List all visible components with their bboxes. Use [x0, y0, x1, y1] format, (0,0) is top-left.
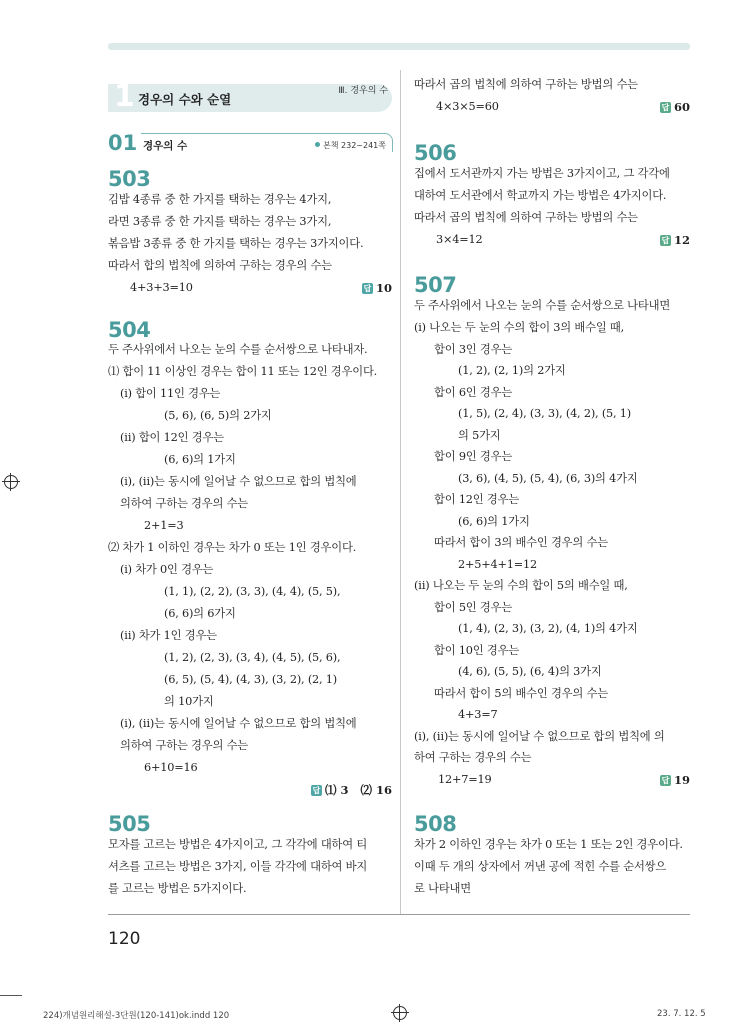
- column-divider: [400, 70, 401, 915]
- solution-line: 4+3=7: [458, 708, 498, 721]
- answer: [660, 232, 690, 248]
- solution-line: (ⅰ), (ⅱ)는 동시에 일어날 수 없으므로 합의 법칙에: [120, 717, 357, 730]
- solution-line: 12+7=19: [438, 773, 492, 786]
- solution-line: 볶음밥 3종류 중 한 가지를 택하는 경우는 3가지이다.: [108, 237, 364, 250]
- footer-date: 23. 7. 12. 5: [657, 1009, 706, 1019]
- solution-line: 합이 12인 경우는: [434, 493, 520, 506]
- solution-line: 2+5+4+1=12: [458, 558, 537, 571]
- solution-line: ⑴ 합이 11 이상인 경우는 합이 11 또는 12인 경우이다.: [108, 365, 378, 378]
- chapter-number: 1: [114, 79, 135, 114]
- problem-number: 508: [414, 812, 457, 836]
- solution-line: (6, 5), (5, 4), (4, 3), (3, 2), (2, 1): [164, 673, 337, 686]
- solution-line: (ⅰ) 합이 11인 경우는: [120, 387, 221, 400]
- solution-line: 6+10=16: [144, 761, 198, 774]
- footer-file-info: 224)개념원리해설-3단원(120-141)ok.indd 120: [43, 1011, 230, 1021]
- solution-line: (4, 6), (5, 5), (6, 4)의 3가지: [458, 665, 602, 678]
- answer: [362, 280, 392, 296]
- solution-line: (1, 2), (2, 3), (3, 4), (4, 5), (5, 6),: [164, 651, 341, 664]
- solution-line: (ⅱ) 차가 1인 경우는: [120, 629, 217, 642]
- solution-line: 모자를 고르는 방법은 4가지이고, 그 각각에 대하여 티: [108, 838, 368, 851]
- solution-line: 따라서 합이 3의 배수인 경우의 수는: [434, 536, 608, 549]
- answer-value: ⑴ 3 ⑵ 16: [324, 783, 392, 797]
- solution-line: 3×4=12: [436, 233, 483, 246]
- solution-line: 라면 3종류 중 한 가지를 택하는 경우는 3가지,: [108, 215, 332, 228]
- solution-line: (ⅰ), (ⅱ)는 동시에 일어날 수 없으므로 합의 법칙에: [120, 475, 357, 488]
- solution-line: 집에서 도서관까지 가는 방법은 3가지이고, 그 각각에: [414, 167, 670, 180]
- unit-label: Ⅲ. 경우의 수: [338, 86, 388, 96]
- solution-line: 의하여 구하는 경우의 수는: [120, 739, 249, 752]
- solution-line: (1, 4), (2, 3), (3, 2), (4, 1)의 4가지: [458, 622, 638, 635]
- solution-line: 두 주사위에서 나오는 눈의 수를 순서쌍으로 나타내자.: [108, 343, 368, 356]
- solution-line: 하여 구하는 경우의 수는: [414, 751, 532, 764]
- answer-mark-icon: 답: [661, 236, 670, 245]
- answer-mark-icon: 답: [661, 776, 670, 785]
- answer-mark-icon: 답: [661, 103, 670, 112]
- answer-value: 12: [673, 233, 690, 247]
- problem-number: 506: [414, 141, 457, 165]
- problem-number: 507: [414, 273, 457, 297]
- solution-line: 합이 9인 경우는: [434, 450, 513, 463]
- solution-line: (3, 6), (4, 5), (5, 4), (6, 3)의 4가지: [458, 472, 638, 485]
- solution-line: (6, 6)의 6가지: [164, 607, 236, 620]
- solution-line: 이때 두 개의 상자에서 꺼낸 공에 적힌 수를 순서쌍으: [414, 860, 667, 873]
- solution-line: 따라서 곱의 법칙에 의하여 구하는 방법의 수는: [414, 211, 638, 224]
- solution-line: 차가 2 이하인 경우는 차가 0 또는 1 또는 2인 경우이다.: [414, 838, 683, 851]
- solution-line: 를 고르는 방법은 5가지이다.: [108, 882, 247, 895]
- chapter-title: 경우의 수와 순열: [138, 92, 232, 107]
- solution-line: 따라서 합의 법칙에 의하여 구하는 경우의 수는: [108, 259, 332, 272]
- problem-number: 504: [108, 318, 151, 342]
- answer-value: 10: [375, 281, 392, 295]
- solution-line: 의 10가지: [164, 695, 214, 708]
- solution-line: (ⅱ) 나오는 두 눈의 수의 합이 5의 배수일 때,: [414, 579, 628, 592]
- solution-line: (6, 6)의 1가지: [164, 453, 236, 466]
- bottom-rule: [108, 914, 690, 915]
- registration-mark-icon: [393, 1006, 407, 1020]
- solution-line: ⑵ 차가 1 이하인 경우는 차가 0 또는 1인 경우이다.: [108, 541, 357, 554]
- solution-line: (ⅰ) 차가 0인 경우는: [120, 563, 214, 576]
- answer: [660, 772, 690, 788]
- section-header: [108, 133, 392, 157]
- solution-line: 합이 10인 경우는: [434, 644, 520, 657]
- section-title: 경우의 수: [143, 140, 188, 152]
- solution-line: 셔츠를 고르는 방법은 3가지, 이들 각각에 대하여 바지: [108, 860, 368, 873]
- solution-line: 합이 3인 경우는: [434, 343, 513, 356]
- registration-mark-icon: [4, 475, 18, 489]
- problem-number: 503: [108, 167, 151, 191]
- page-number: 120: [108, 929, 141, 949]
- problem-number: 505: [108, 812, 151, 836]
- solution-line: (ⅰ), (ⅱ)는 동시에 일어날 수 없으므로 합의 법칙에 의: [414, 730, 665, 743]
- crop-mark: [0, 995, 22, 996]
- solution-line: 4×3×5=60: [436, 100, 499, 113]
- solution-line: 의하여 구하는 경우의 수는: [120, 497, 249, 510]
- solution-line: 김밥 4종류 중 한 가지를 택하는 경우는 4가지,: [108, 193, 332, 206]
- solution-line: 합이 6인 경우는: [434, 386, 513, 399]
- answer-value: 60: [673, 100, 690, 114]
- answer-mark-icon: 답: [312, 786, 321, 795]
- answer-value: 19: [673, 773, 690, 787]
- solution-line: 따라서 합이 5의 배수인 경우의 수는: [434, 687, 608, 700]
- section-number: 01: [108, 131, 138, 155]
- answer: [660, 99, 690, 115]
- solution-line: 의 5가지: [458, 429, 501, 442]
- solution-line: 따라서 곱의 법칙에 의하여 구하는 방법의 수는: [414, 78, 638, 91]
- solution-line: 4+3+3=10: [130, 281, 193, 294]
- solution-line: 합이 5인 경우는: [434, 601, 513, 614]
- solution-line: (1, 5), (2, 4), (3, 3), (4, 2), (5, 1): [458, 407, 631, 420]
- solution-line: (ⅰ) 나오는 두 눈의 수의 합이 3의 배수일 때,: [414, 321, 625, 334]
- solution-line: (1, 1), (2, 2), (3, 3), (4, 4), (5, 5),: [164, 585, 341, 598]
- solution-line: (1, 2), (2, 1)의 2가지: [458, 364, 566, 377]
- solution-line: (6, 6)의 1가지: [458, 515, 530, 528]
- answer: [311, 782, 392, 798]
- top-decorative-bar: [108, 43, 690, 50]
- solution-line: 두 주사위에서 나오는 눈의 수를 순서쌍으로 나타내면: [414, 299, 671, 312]
- solution-line: 대하여 도서관에서 학교까지 가는 방법은 4가지이다.: [414, 189, 667, 202]
- answer-mark-icon: 답: [363, 284, 372, 293]
- solution-line: (ⅱ) 합이 12인 경우는: [120, 431, 224, 444]
- solution-line: (5, 6), (6, 5)의 2가지: [164, 409, 272, 422]
- solution-line: 2+1=3: [144, 519, 184, 532]
- section-reference: 본책 232~241쪽: [315, 140, 386, 151]
- solution-line: 로 나타내면: [414, 882, 471, 895]
